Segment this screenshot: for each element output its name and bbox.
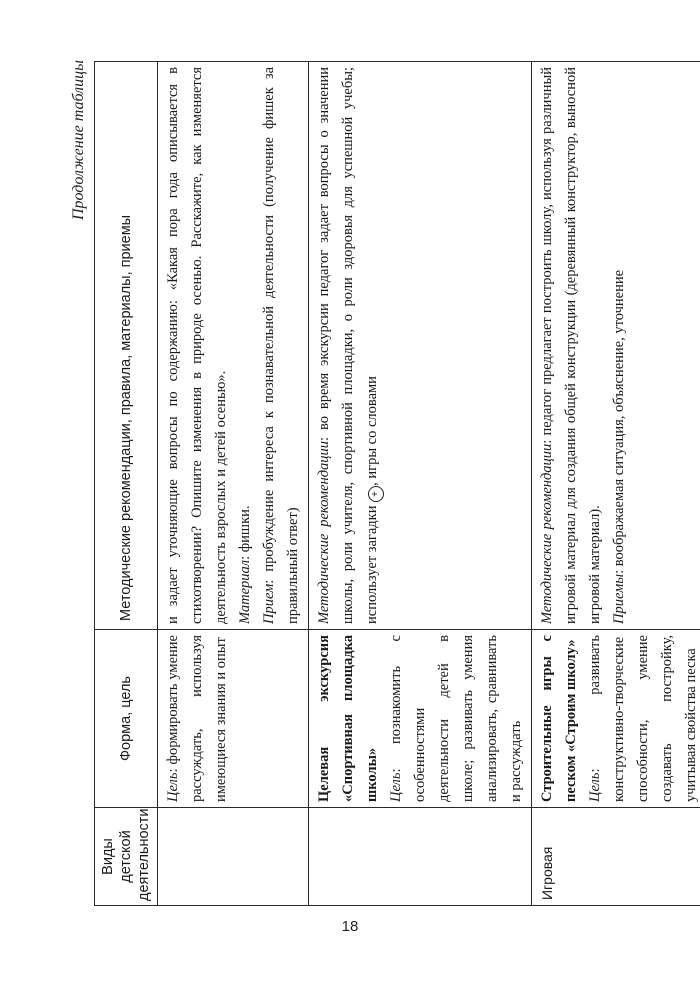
row2-form-goal [309,630,532,808]
goal-text: : познакомить с особенностями деятельности детей в школе; развивать умения анализировать, сравнивать и рассуждать [388,635,524,802]
technique-label: Приемы [611,573,627,624]
material-text: : фишки. [237,505,253,560]
table-header-row [95,62,158,906]
activity-title: Строительные игры с песком «Строим школу» [539,635,579,802]
methods-text: : во время экскурсии педагог задает вопросы о значении школы, роли учителя, спортивной площадки, о роли здоровья для успешной учебы; использует загадки [316,67,380,624]
row3-form-goal [532,630,700,808]
table-row [309,62,532,906]
row1-form-goal [158,630,309,808]
goal-label: Цель [388,772,404,802]
table-row [158,62,309,906]
goal-text: : формировать умение рассуждать, используя имеющиеся знания и опыт [165,635,229,802]
row2-methods [309,62,532,630]
rotated-table-page [70,46,699,906]
row1-methods [158,62,309,630]
goal-label: Цель [165,772,181,802]
technique-text: : пробуждение интереса к познавательной деятельности (получение фишек за правильный ответ) [261,67,301,624]
table-caption: Продолжение таблицы [70,60,87,221]
material-label: Материал [237,559,253,624]
table-row [532,62,700,906]
row3-kind: Игровая [532,808,700,906]
riddle-mark-icon: + [368,486,384,502]
methods-table [94,61,700,906]
methods-label: Методические рекомендации [539,443,555,624]
row2-kind [309,808,532,906]
row3-methods [532,62,700,630]
header-form-goal: Форма, цель [95,630,158,808]
goal-label: Цель [587,772,603,802]
methods-tail: , игры со словами [364,376,380,486]
header-activity-types: Виды детской деятельности [95,808,158,906]
goal-text: : развивать конструктивно-творческие способности, умение создавать постройку, учитывая свойства песка [587,635,699,802]
page-number: 18 [341,918,359,935]
methods-text: и задает уточняющие вопросы по содержанию: «Какая пора года описывается в стихотворении? Опишите изменения в природе осенью. Расскажите, как изменяется деятельность взрослых и детей осенью». [165,67,229,624]
activity-title: Целевая экскурсия «Спортивная площадка школы» [316,635,380,802]
technique-label: Прием [261,583,277,624]
header-methods: Методические рекомендации, правила, материалы, приемы [95,62,158,630]
row1-kind [158,808,309,906]
technique-text: : воображаемая ситуация, объяснение, уточнение [611,269,627,574]
methods-label: Методические рекомендации [316,440,332,624]
methods-text: : педагог предлагает построить школу, используя различный игровой материал для создания общей конструкции (деревянный конструктор, выносной игровой материал). [539,67,603,624]
